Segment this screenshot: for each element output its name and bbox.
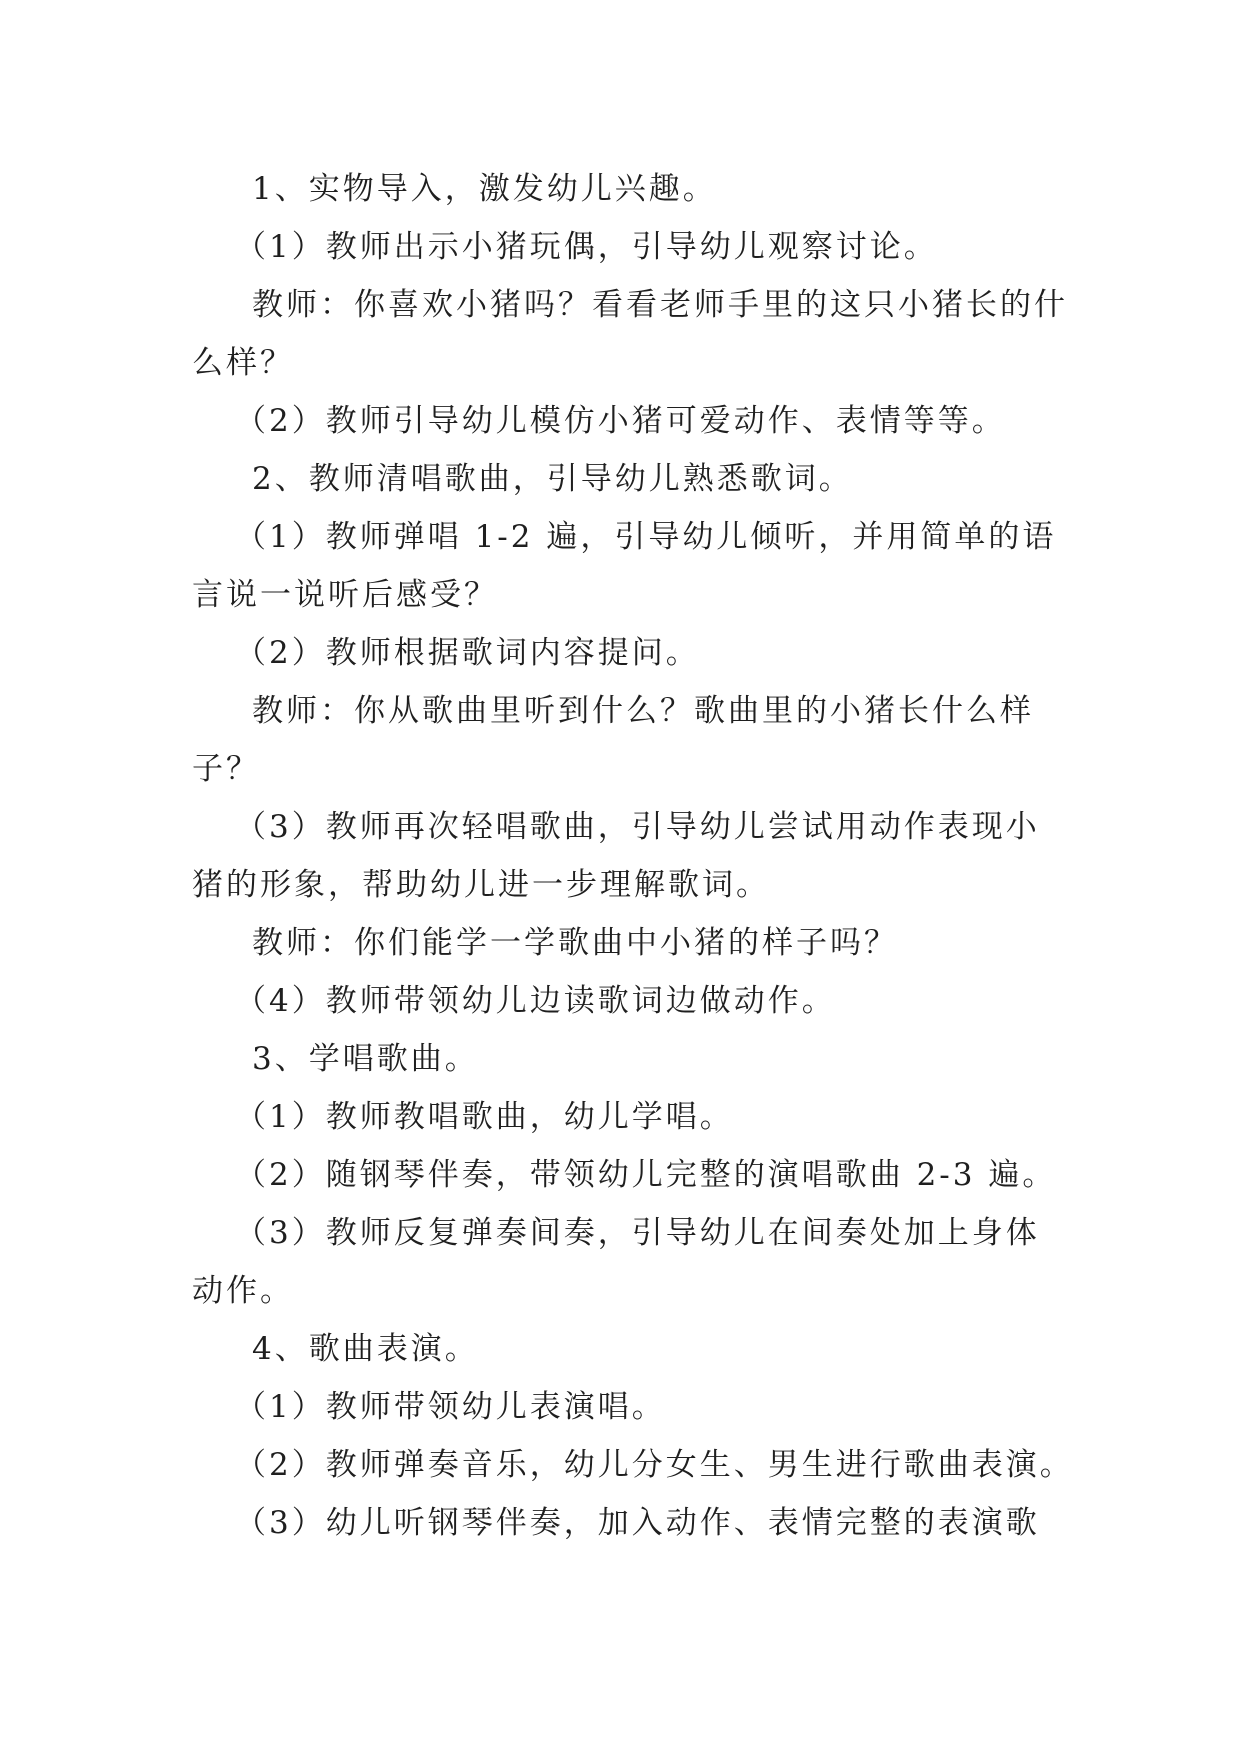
text-line: 动作。 bbox=[192, 1273, 294, 1309]
text-line: （1）教师出示小猪玩偶，引导幼儿观察讨论。 bbox=[235, 229, 938, 265]
text-line: 3、学唱歌曲。 bbox=[252, 1041, 479, 1077]
text-line: 猪的形象，帮助幼儿进一步理解歌词。 bbox=[192, 867, 770, 903]
text-line: （1）教师带领幼儿表演唱。 bbox=[235, 1389, 666, 1425]
text-line: （4）教师带领幼儿边读歌词边做动作。 bbox=[235, 983, 836, 1019]
text-line: 么样？ bbox=[192, 345, 294, 381]
text-line: 子？ bbox=[192, 751, 260, 787]
text-line: （3）幼儿听钢琴伴奏，加入动作、表情完整的表演歌 bbox=[235, 1505, 1040, 1541]
text-line: （2）随钢琴伴奏，带领幼儿完整的演唱歌曲 2-3 遍。 bbox=[235, 1157, 1057, 1193]
text-line: 2、教师清唱歌曲，引导幼儿熟悉歌词。 bbox=[252, 461, 853, 497]
text-line: （3）教师反复弹奏间奏，引导幼儿在间奏处加上身体 bbox=[235, 1215, 1040, 1251]
text-line: （2）教师引导幼儿模仿小猪可爱动作、表情等等。 bbox=[235, 403, 1006, 439]
text-line: 教师：你喜欢小猪吗？看看老师手里的这只小猪长的什 bbox=[252, 287, 1068, 323]
text-line: （1）教师弹唱 1-2 遍，引导幼儿倾听，并用简单的语 bbox=[235, 519, 1057, 555]
text-line: （2）教师弹奏音乐，幼儿分女生、男生进行歌曲表演。 bbox=[235, 1447, 1074, 1483]
text-line: 教师：你从歌曲里听到什么？歌曲里的小猪长什么样 bbox=[252, 693, 1034, 729]
text-line: 教师：你们能学一学歌曲中小猪的样子吗？ bbox=[252, 925, 898, 961]
text-line: （3）教师再次轻唱歌曲，引导幼儿尝试用动作表现小 bbox=[235, 809, 1040, 845]
text-line: （1）教师教唱歌曲，幼儿学唱。 bbox=[235, 1099, 734, 1135]
text-line: 言说一说听后感受？ bbox=[192, 577, 498, 613]
text-line: （2）教师根据歌词内容提问。 bbox=[235, 635, 700, 671]
text-line: 1、实物导入，激发幼儿兴趣。 bbox=[252, 171, 717, 207]
text-line: 4、歌曲表演。 bbox=[252, 1331, 479, 1367]
